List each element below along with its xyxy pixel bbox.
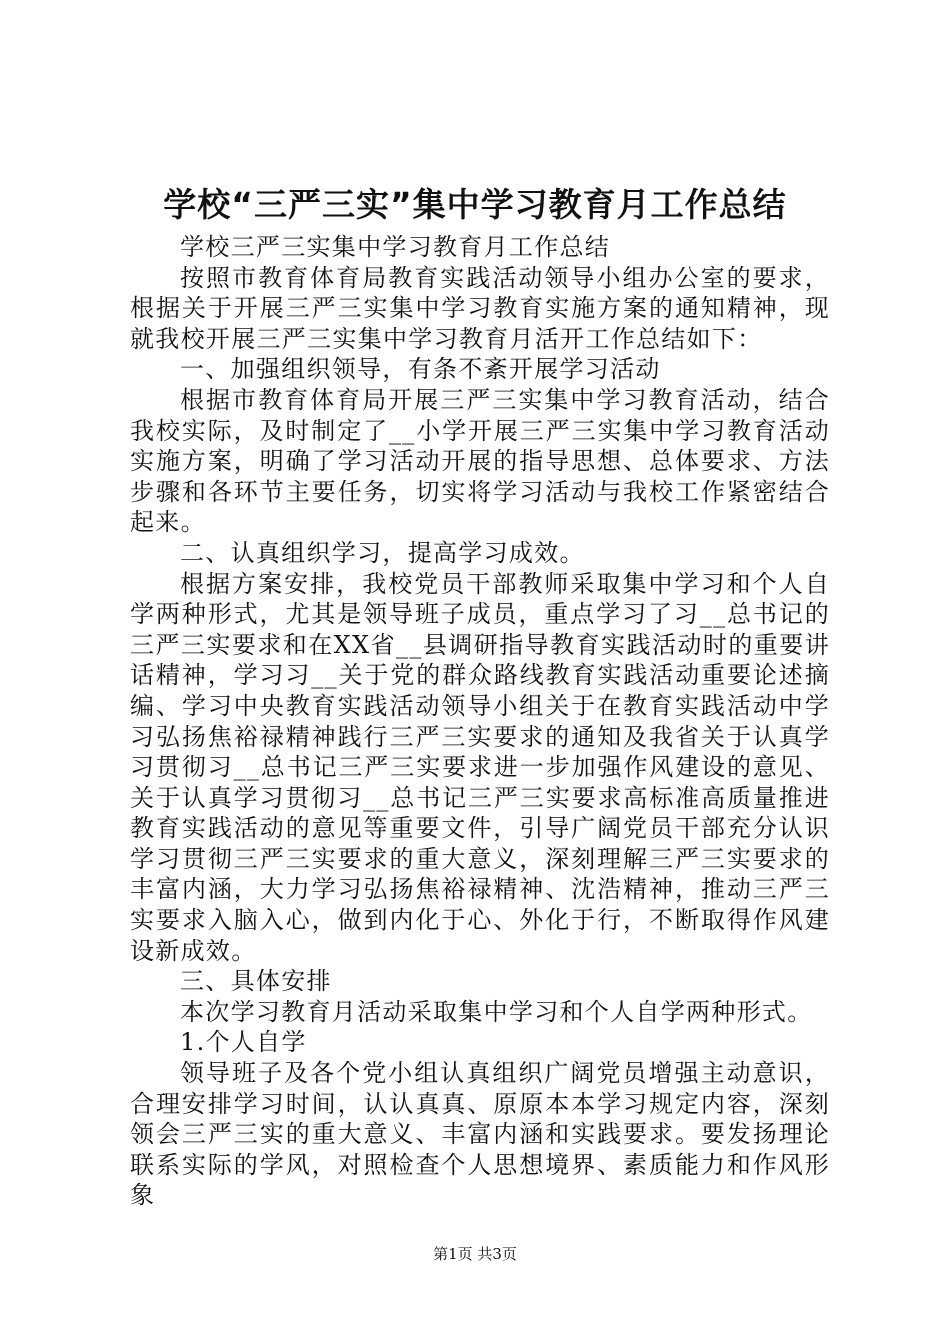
body-paragraph: 根据市教育体育局开展三严三实集中学习教育活动，结合我校实际，及时制定了__小学开展三严三实集中学习教育活动实施方案，明确了学习活动开展的指导思想、总体要求、方法步骤和各环节主要任务，切实将学习活动与我校工作紧密结合起来。 — [130, 385, 830, 537]
body-paragraph: 本次学习教育月活动采取集中学习和个人自学两种形式。 — [180, 997, 813, 1026]
section-heading-3: 三、具体安排 — [180, 967, 332, 996]
document-body — [130, 232, 830, 1211]
section-heading-2: 二、认真组织学习，提高学习成效。 — [180, 538, 585, 567]
subtitle-paragraph: 学校三严三实集中学习教育月工作总结 — [180, 233, 611, 261]
section-heading-1: 一、加强组织领导，有条不紊开展学习活动 — [180, 355, 661, 384]
intro-paragraph: 按照市教育体育局教育实践活动领导小组办公室的要求，根据关于开展三严三实集中学习教育实施方案的通知精神，现就我校开展三严三实集中学习教育月活开工作总结如下： — [130, 263, 830, 353]
body-paragraph: 领导班子及各个党小组认真组织广阔党员增强主动意识，合理安排学习时间，认认真真、原原本本学习规定内容，深刻领会三严三实的重大意义、丰富内涵和实践要求。要发扬理论联系实际的学风，对照检查个人思想境界、素质能力和作风形象 — [130, 1059, 830, 1210]
subsection-heading: 1.个人自学 — [180, 1028, 307, 1057]
body-paragraph: 根据方案安排，我校党员干部教师采取集中学习和个人自学两种形式，尤其是领导班子成员，重点学习了习__总书记的三严三实要求和在XX省__县调研指导教育实践活动时的重要讲话精神，学习习__关于党的群众路线教育实践活动重要论述摘编、学习中央教育实践活动领导小组关于在教育实践活动中学习弘扬焦裕禄精神践行三严三实要求的通知及我省关于认真学习贯彻习__总书记三严三实要求进一步加强作风建设的意见、关于认真学习贯彻习__总书记三严三实要求高标准高质量推进教育实践活动的意见等重要文件，引导广阔党员干部充分认识学习贯彻三严三实要求的重大意义，深刻理解三严三实要求的丰富内涵，大力学习弘扬焦裕禄精神、沈浩精神，推动三严三实要求入脑入心，做到内化于心、外化于行，不断取得作风建设新成效。 — [130, 569, 830, 965]
page-footer: 第1页 共3页 — [433, 1245, 517, 1263]
document-title: 学校“三严三实”集中学习教育月工作总结 — [163, 185, 787, 224]
